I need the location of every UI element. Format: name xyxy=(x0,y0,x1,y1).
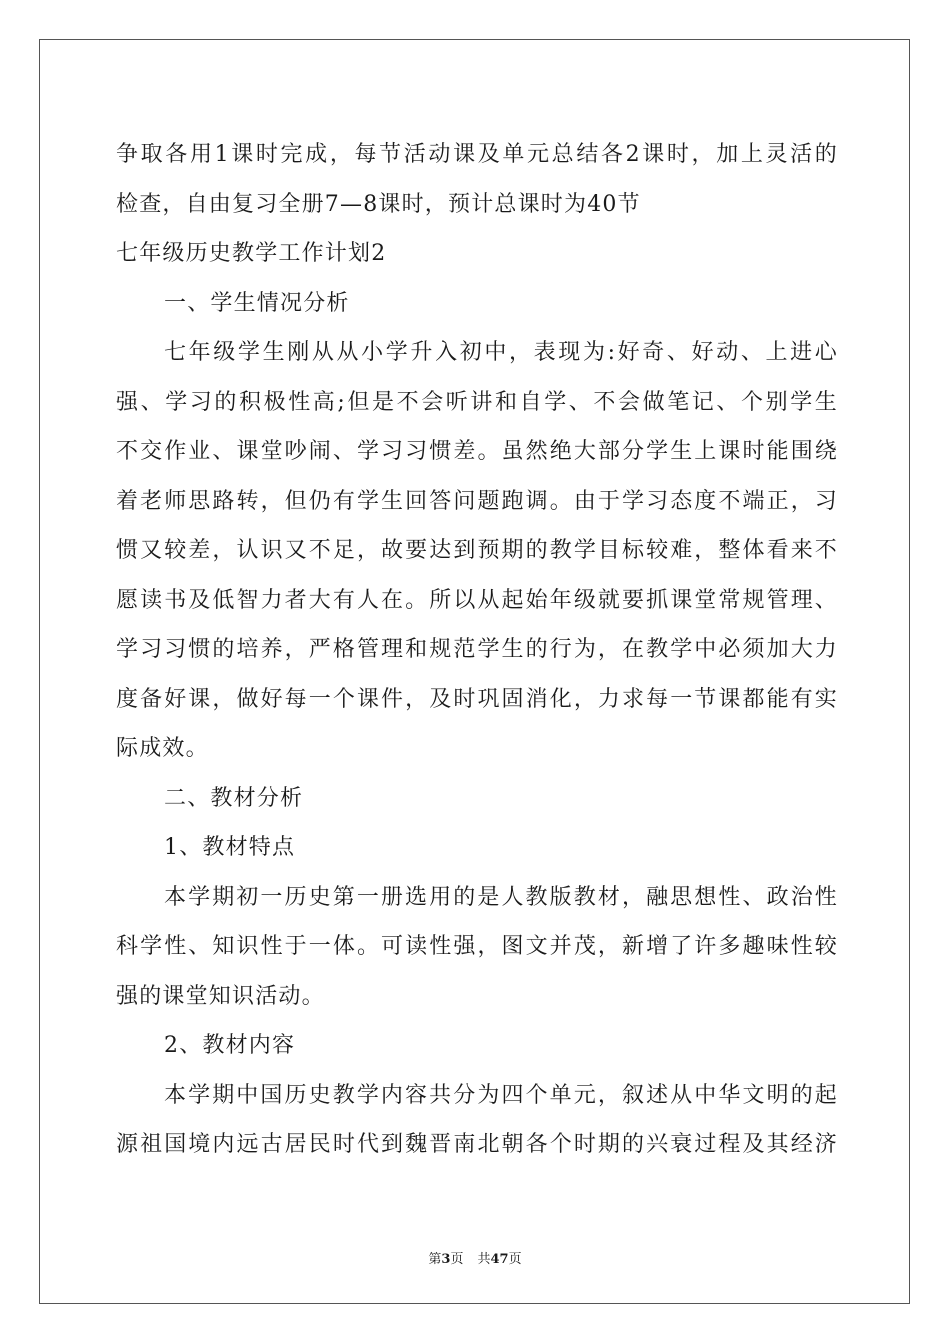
document-title: 七年级历史教学工作计划2 xyxy=(116,241,387,266)
subsection-heading: 2、教材内容 xyxy=(164,1033,296,1058)
paragraph-line: 强、学习的积极性高;但是不会听讲和自学、不会做笔记、个别学生 xyxy=(116,389,838,415)
total-pages: 47 xyxy=(490,1252,509,1267)
total-prefix: 共 xyxy=(477,1252,491,1267)
page-prefix: 第 xyxy=(428,1252,442,1267)
paragraph-line: 不交作业、课堂吵闹、学习习惯差。虽然绝大部分学生上课时能围绕 xyxy=(116,439,838,464)
paragraph-line: 度备好课，做好每一个课件，及时巩固消化，力求每一节课都能有实 xyxy=(116,686,838,712)
section-heading: 二、教材分析 xyxy=(164,785,304,811)
paragraph-line: 际成效。 xyxy=(116,736,209,761)
document-body xyxy=(116,130,838,1170)
paragraph-line: 源祖国境内远古居民时代到魏晋南北朝各个时期的兴衰过程及其经济 xyxy=(116,1132,838,1157)
page-suffix: 页 xyxy=(450,1252,464,1267)
paragraph-line: 本学期初一历史第一册选用的是人教版教材，融思想性、政治性 xyxy=(164,884,838,910)
section-heading: 一、学生情况分析 xyxy=(164,290,350,316)
paragraph-line: 七年级学生刚从从小学升入初中，表现为:好奇、好动、上进心 xyxy=(164,340,838,365)
paragraph-line: 愿读书及低智力者大有人在。所以从起始年级就要抓课堂常规管理、 xyxy=(116,587,838,613)
paragraph-line: 着老师思路转，但仍有学生回答问题跑调。由于学习态度不端正，习 xyxy=(116,488,838,514)
paragraph-line: 争取各用1课时完成，每节活动课及单元总结各2课时，加上灵活的 xyxy=(116,142,838,167)
subsection-heading: 1、教材特点 xyxy=(164,835,296,860)
paragraph-line: 本学期中国历史教学内容共分为四个单元，叙述从中华文明的起 xyxy=(164,1082,838,1108)
paragraph-line: 科学性、知识性于一体。可读性强，图文并茂，新增了许多趣味性较 xyxy=(116,934,838,959)
paragraph-line: 学习习惯的培养，严格管理和规范学生的行为，在教学中必须加大力 xyxy=(116,637,838,662)
page-number: 3 xyxy=(441,1252,451,1267)
paragraph-line: 检查，自由复习全册7—8课时，预计总课时为40节 xyxy=(116,191,641,217)
page-footer xyxy=(0,1248,950,1267)
total-suffix: 页 xyxy=(508,1252,522,1267)
paragraph-line: 惯又较差，认识又不足，故要达到预期的教学目标较难，整体看来不 xyxy=(116,538,838,563)
paragraph-line: 强的课堂知识活动。 xyxy=(116,983,325,1009)
